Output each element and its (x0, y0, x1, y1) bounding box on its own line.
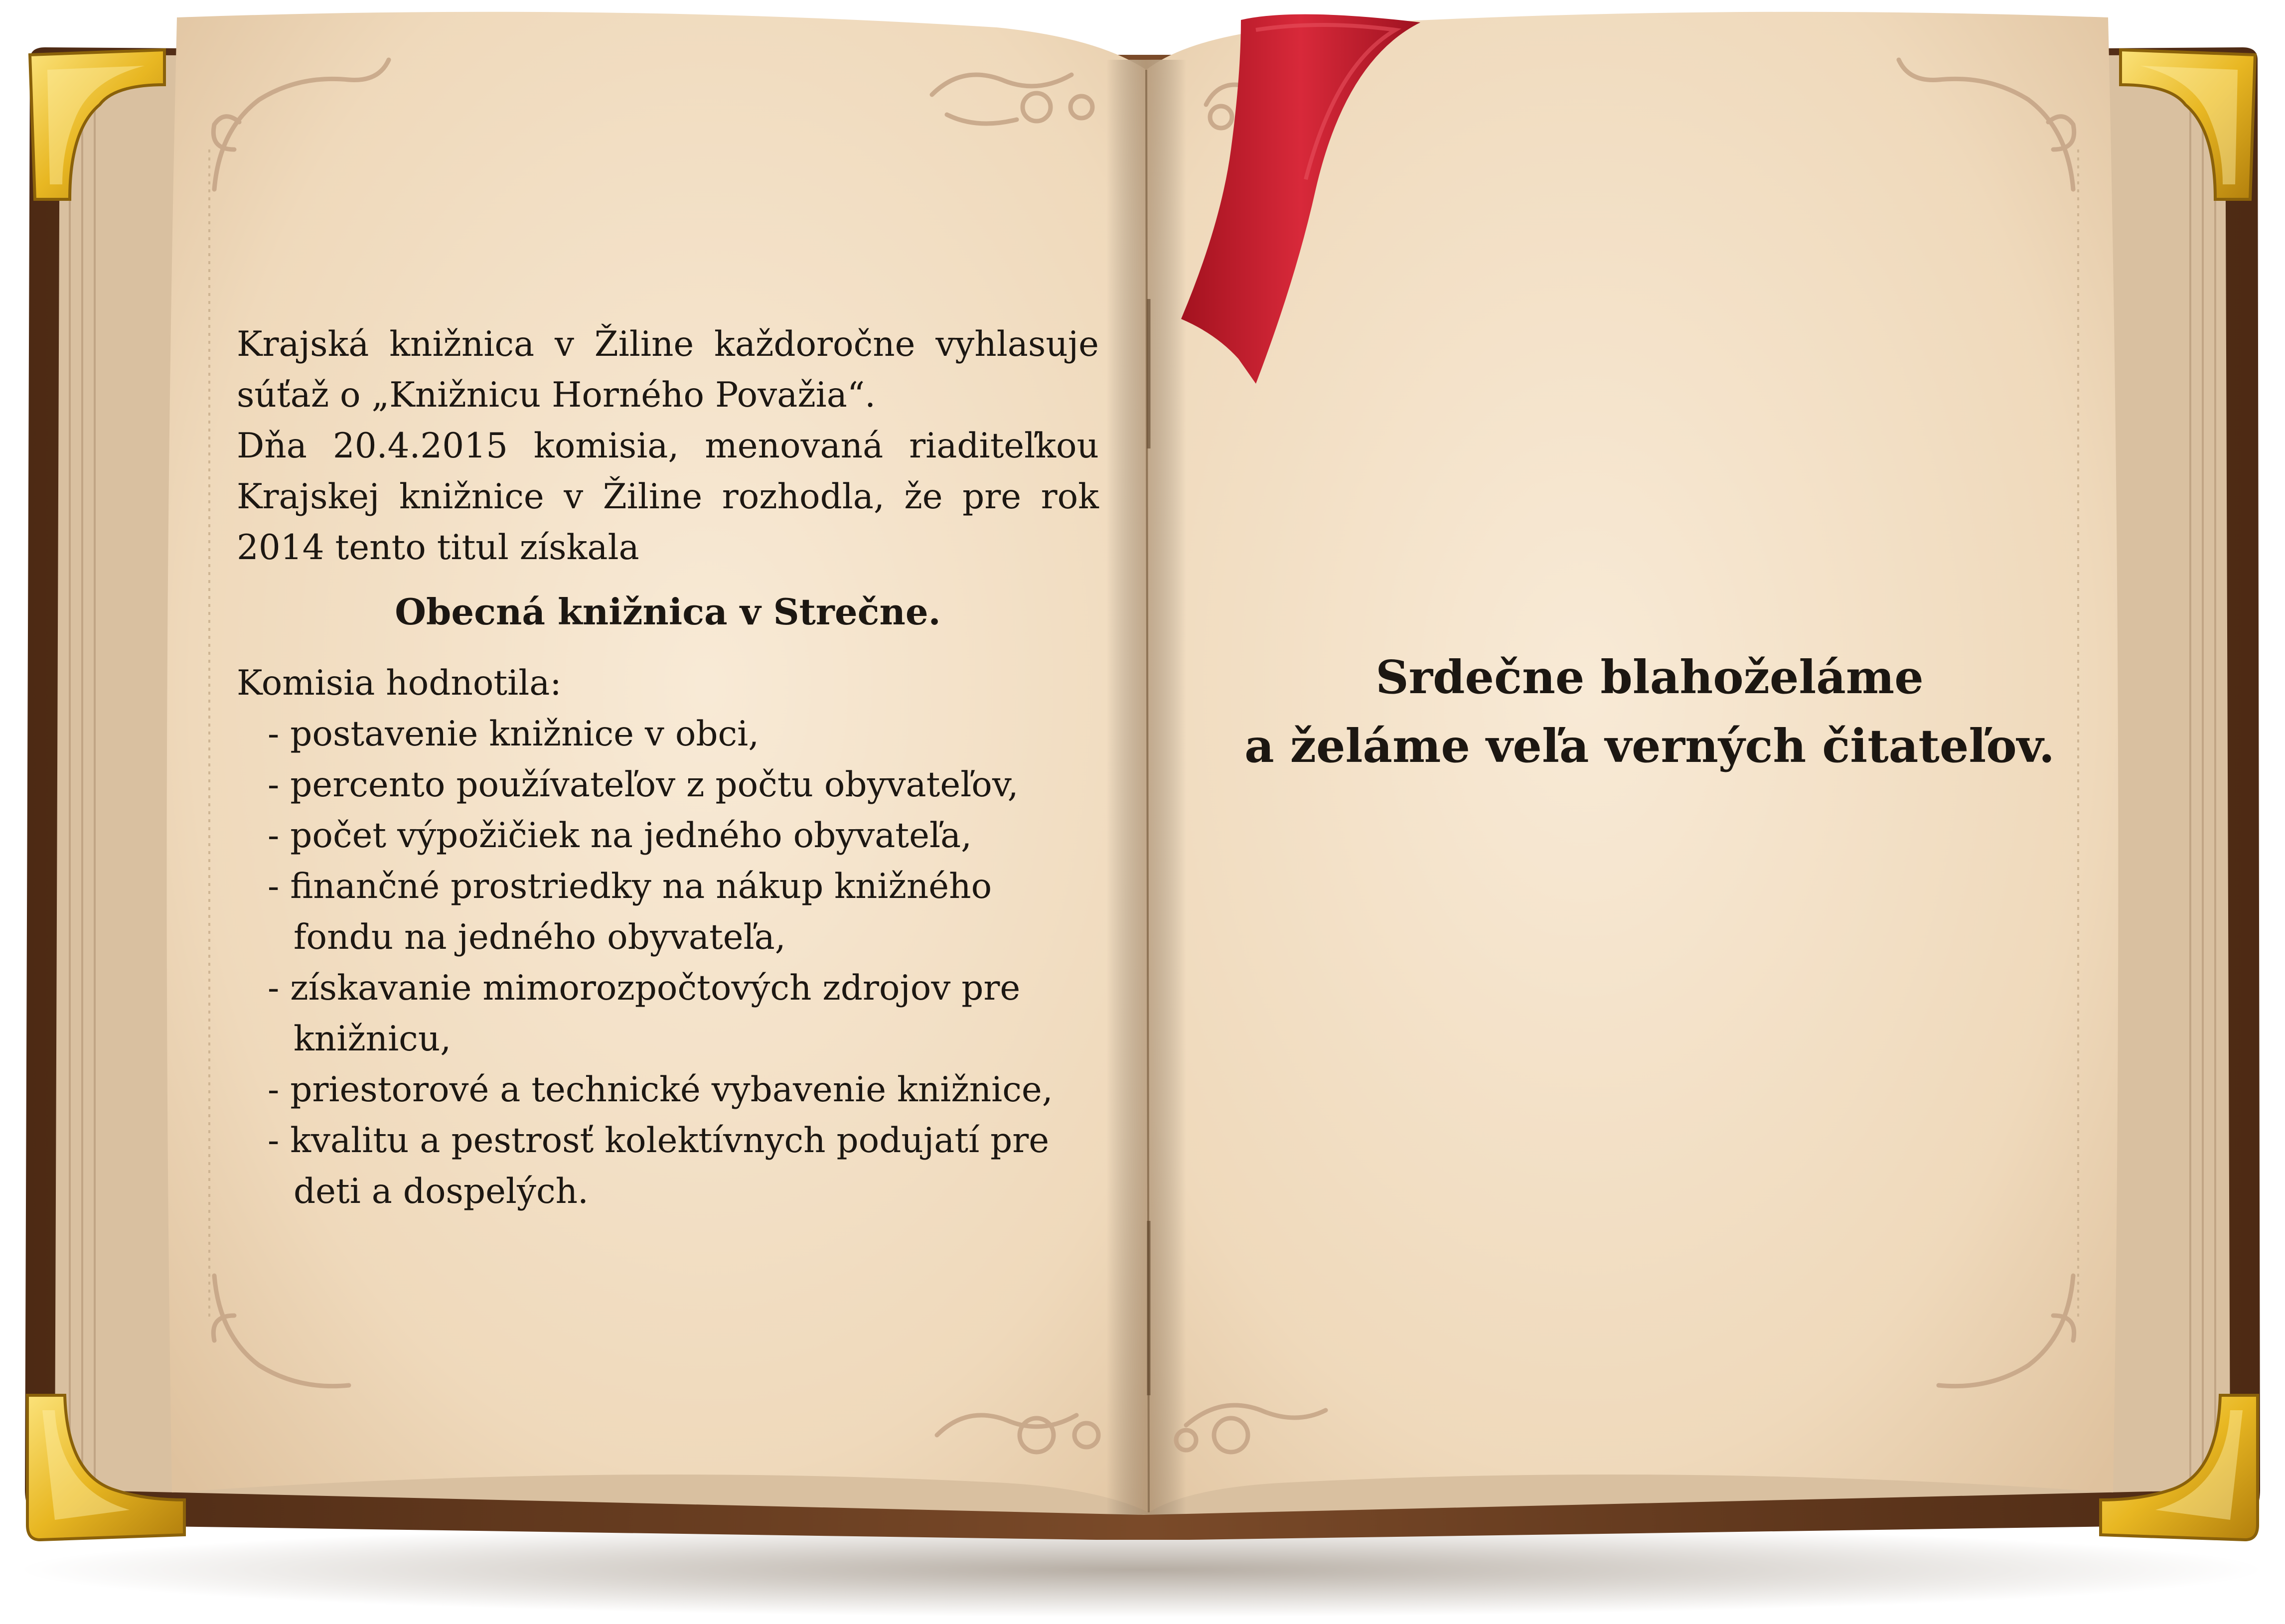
greeting-line-2: a želáme veľa verných čitateľov. (1244, 719, 2055, 773)
list-item: - priestorové a technické vybavenie knižnice, (268, 1070, 1053, 1110)
greeting-line-1: Srdečne blahoželáme (1375, 650, 1924, 704)
left-page-text (237, 319, 1099, 1217)
list-item: - získavanie mimorozpočtových zdrojov pre knižnicu, (268, 968, 1021, 1059)
list-item: - kvalitu a pestrosť kolektívnych podujatí pre deti a dospelých. (268, 1121, 1050, 1211)
winner-library: Obecná knižnica v Strečne. (395, 591, 941, 633)
criteria-heading: Komisia hodnotila: (237, 663, 562, 703)
intro-paragraph-2: Dňa 20.4.2015 komisia, menovaná riaditeľkou Krajskej knižnice v Žiline rozhodla, že pre rok 2014 tento titul získala (237, 426, 1099, 568)
list-item: - počet výpožičiek na jedného obyvateľa, (268, 816, 972, 856)
criteria-list (237, 709, 1099, 1217)
right-page-greeting (1216, 643, 2083, 780)
list-item: - percento používateľov z počtu obyvateľov, (268, 765, 1019, 805)
list-item: - finančné prostriedky na nákup knižného fondu na jedného obyvateľa, (268, 867, 992, 957)
list-item: - postavenie knižnice v obci, (268, 714, 760, 754)
intro-paragraph-1: Krajská knižnica v Žiline každoročne vyhlasuje súťaž o „Knižnicu Horného Považia“. (237, 324, 1099, 415)
